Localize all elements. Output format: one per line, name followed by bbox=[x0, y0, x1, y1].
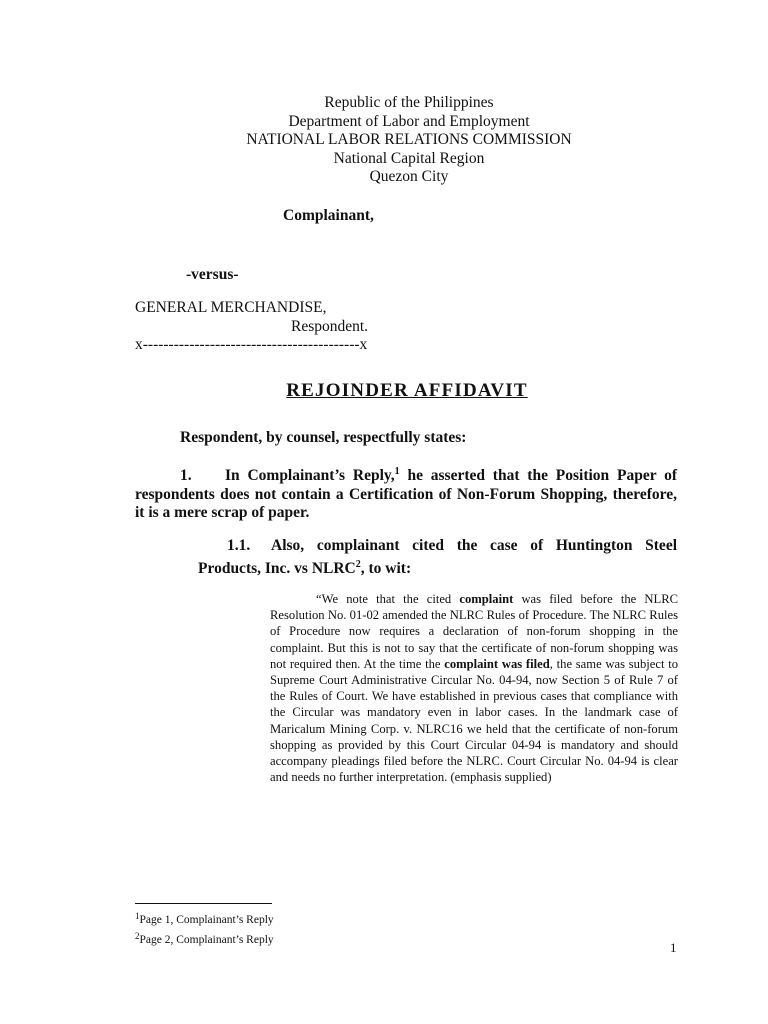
paragraph-1-number: 1. bbox=[180, 467, 192, 485]
footnote-number: 2 bbox=[135, 931, 140, 941]
header-region: National Capital Region bbox=[333, 149, 485, 167]
quote-part-1: “We note that the cited bbox=[316, 592, 460, 606]
versus-label: -versus- bbox=[186, 266, 239, 283]
quote-part-3: , the same was subject to Supreme Court Administrative Circular No. 04-94, now Section 5 of Rule 7 of the Rules of Court. We have established in previous cases that compliance with the Circular was mandatory even in labor cases. In the landmark case of Maricalum Mining Corp. v. NLRC16 we held that the certificate of non-forum shopping as provided by this Court Circular 04-94 is mandatory and should accompany pleadings filed before the NLRC. Court Circular No. 04-94 is clear and needs no further interpretation. (emphasis supplied) bbox=[270, 656, 678, 785]
paragraph-1-1-text-b: , to wit: bbox=[360, 559, 412, 577]
intro-statement: Respondent, by counsel, respectfully states: bbox=[180, 429, 467, 446]
caption-separator: x------------------------------------------x bbox=[135, 336, 368, 353]
quote-part-2: was filed before the NLRC Resolution No. 01-02 amended the NLRC Rules of Procedure. The NLRC Rules of Procedure now requires a declaration of non-forum shopping in the complaint. But this is not to say that the certificate of non-forum shopping was not required then. At the time the bbox=[270, 592, 678, 671]
header-commission: NATIONAL LABOR RELATIONS COMMISSION bbox=[246, 131, 572, 148]
footnote-ref-2: 2 bbox=[355, 558, 361, 570]
paragraph-1-text-b: he asserted that the Position Paper of respondents does not contain a Certification of Non-Forum Shopping, therefore, it is a mere scrap of paper. bbox=[135, 467, 678, 522]
paragraph-1-1-number: 1.1. bbox=[227, 537, 251, 554]
footnote-number: 1 bbox=[135, 911, 140, 921]
footnote-text: Page 2, Complainant’s Reply bbox=[139, 934, 274, 946]
paragraph-1-1-text-a: Also, complainant cited the case of Huntington Steel Products, Inc. vs NLRC bbox=[198, 537, 677, 577]
complainant-label: Complainant, bbox=[283, 207, 374, 224]
document-header bbox=[0, 94, 768, 187]
document-title: REJOINDER AFFIDAVIT bbox=[286, 380, 528, 401]
header-city: Quezon City bbox=[369, 168, 449, 185]
paragraph-1-text-a: In Complainant’s Reply, bbox=[225, 467, 395, 485]
footnote-text: Page 1, Complainant’s Reply bbox=[139, 914, 274, 926]
respondent-label: Respondent. bbox=[291, 318, 369, 335]
quote-bold-2: complaint was filed bbox=[444, 656, 550, 671]
paragraph-1 bbox=[135, 463, 677, 523]
page-number: 1 bbox=[670, 940, 677, 955]
footnote-divider bbox=[135, 903, 272, 904]
respondent-name: GENERAL MERCHANDISE, bbox=[135, 299, 327, 316]
footnote-item bbox=[135, 928, 274, 948]
paragraph-1-1 bbox=[198, 537, 677, 578]
header-republic: Republic of the Philippines bbox=[324, 94, 494, 111]
footnote-item bbox=[135, 908, 274, 928]
header-department: Department of Labor and Employment bbox=[288, 112, 530, 130]
quote-bold-1: complaint bbox=[459, 592, 514, 606]
block-quote bbox=[270, 591, 678, 785]
footnotes bbox=[135, 908, 274, 948]
footnote-ref-1: 1 bbox=[394, 466, 400, 477]
